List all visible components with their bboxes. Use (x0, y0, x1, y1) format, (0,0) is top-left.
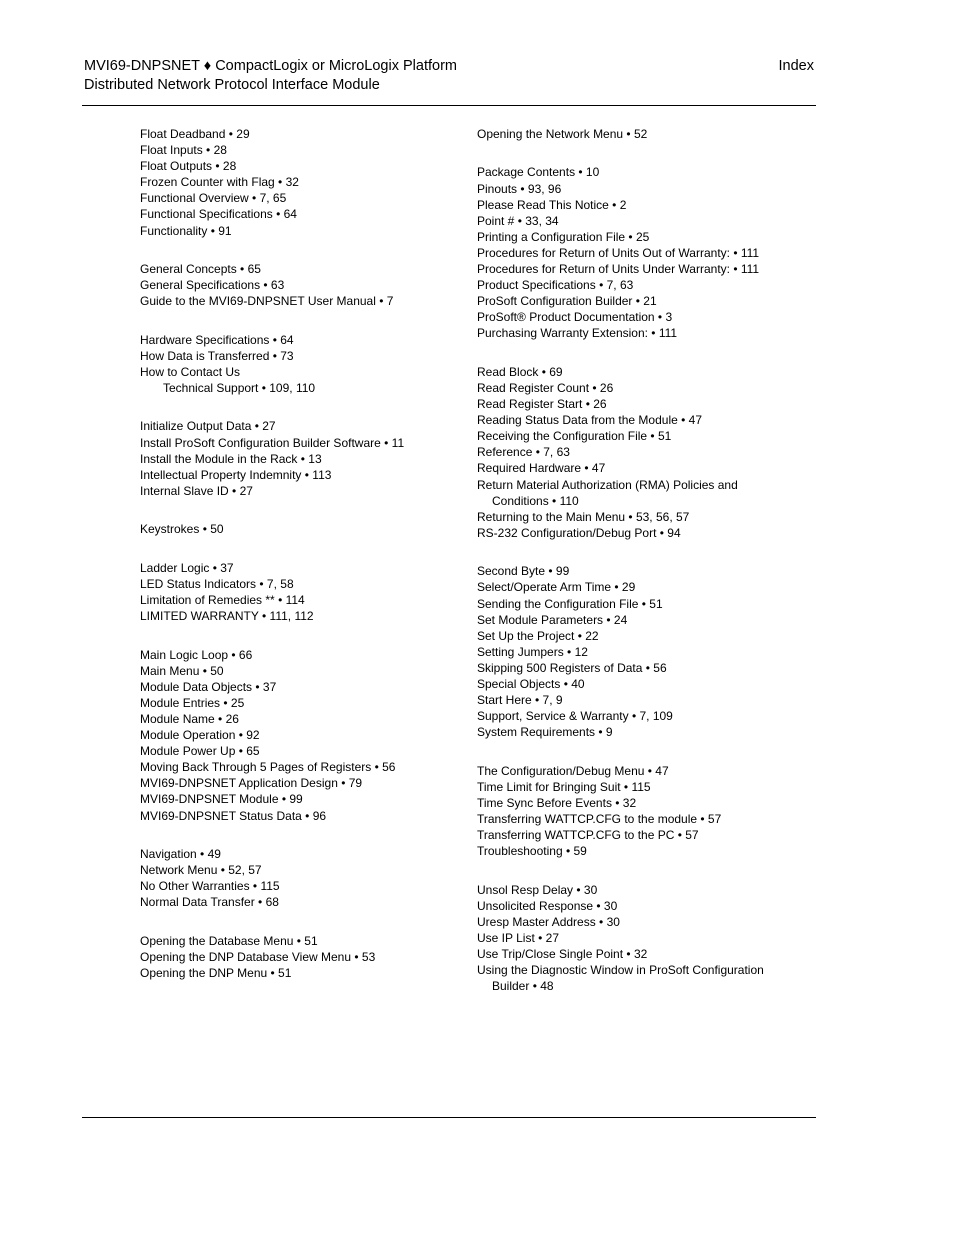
index-entry: Transferring WATTCP.CFG to the module • 57 (477, 812, 722, 827)
index-entry: Start Here • 7, 9 (477, 693, 563, 708)
index-entry: Required Hardware • 47 (477, 461, 606, 476)
index-entry: Product Specifications • 7, 63 (477, 278, 634, 293)
header-title: MVI69-DNPSNET ♦ CompactLogix or MicroLogix Platform (84, 58, 457, 74)
index-entry: Unsolicited Response • 30 (477, 898, 618, 913)
index-entry: Reference • 7, 63 (477, 445, 570, 460)
index-entry: Please Read This Notice • 2 (477, 197, 627, 212)
index-group-o (140, 933, 460, 981)
index-entry: Network Menu • 52, 57 (140, 863, 262, 878)
index-entry: Main Logic Loop • 66 (140, 647, 253, 662)
index-entry: Sending the Configuration File • 51 (477, 596, 663, 611)
index-entry: Internal Slave ID • 27 (140, 483, 253, 498)
index-entry: Time Limit for Bringing Suit • 115 (477, 779, 651, 794)
index-entry: Opening the DNP Database View Menu • 53 (140, 949, 376, 964)
index-entry: Functionality • 91 (140, 223, 232, 238)
index-entry: Module Name • 26 (140, 711, 239, 726)
index-entry: MVI69-DNPSNET Module • 99 (140, 792, 303, 807)
index-entry: Troubleshooting • 59 (477, 844, 587, 859)
index-group-p (477, 164, 807, 341)
index-entry: System Requirements • 9 (477, 725, 613, 740)
index-entry: Support, Service & Warranty • 7, 109 (477, 709, 673, 724)
index-group-t (477, 763, 807, 860)
index-entry: Pinouts • 93, 96 (477, 181, 562, 196)
page-header (84, 57, 457, 95)
index-entry: ProSoft® Product Documentation • 3 (477, 310, 673, 325)
index-entry: ProSoft Configuration Builder • 21 (477, 294, 657, 309)
header-rule (82, 105, 816, 106)
index-entry: Module Entries • 25 (140, 695, 245, 710)
index-entry: Set Up the Project • 22 (477, 628, 599, 643)
index-entry: Functional Specifications • 64 (140, 207, 297, 222)
index-entry: Read Register Count • 26 (477, 381, 614, 395)
index-entry: Set Module Parameters • 24 (477, 612, 628, 627)
index-entry: How Data is Transferred • 73 (140, 348, 294, 363)
footer-rule (82, 1117, 816, 1118)
index-entry: Float Deadband • 29 (140, 127, 250, 141)
index-entry-continuation: Conditions • 110 (492, 493, 579, 508)
index-entry: Transferring WATTCP.CFG to the PC • 57 (477, 828, 699, 843)
index-entry: Limitation of Remedies ** • 114 (140, 593, 305, 608)
index-group-k (140, 521, 460, 537)
index-entry: Reading Status Data from the Module • 47 (477, 413, 702, 428)
index-subentry: Technical Support • 109, 110 (163, 381, 316, 395)
index-entry: Navigation • 49 (140, 847, 221, 862)
index-entry: LED Status Indicators • 7, 58 (140, 576, 294, 591)
index-entry: Procedures for Return of Units Under Warranty: • 111 (477, 262, 760, 277)
index-entry: Moving Back Through 5 Pages of Registers • 56 (140, 760, 396, 775)
index-entry: Special Objects • 40 (477, 676, 585, 691)
index-group-u (477, 882, 807, 995)
index-entry: No Other Warranties • 115 (140, 879, 280, 894)
index-entry: Uresp Master Address • 30 (477, 914, 620, 929)
index-entry: Opening the Database Menu • 51 (140, 933, 318, 948)
index-group-r (477, 364, 807, 541)
index-entry: Float Outputs • 28 (140, 159, 237, 174)
index-entry: Receiving the Configuration File • 51 (477, 429, 672, 444)
index-entry: Using the Diagnostic Window in ProSoft Configuration (477, 963, 764, 978)
header-subtitle: Distributed Network Protocol Interface Module (84, 77, 380, 93)
index-entry-continuation: Builder • 48 (492, 979, 554, 994)
index-group-h (140, 332, 460, 396)
index-entry: Module Power Up • 65 (140, 744, 260, 759)
index-entry: Install ProSoft Configuration Builder Software • 11 (140, 435, 405, 450)
index-entry: General Concepts • 65 (140, 262, 261, 277)
index-entry: Keystrokes • 50 (140, 522, 224, 537)
index-entry: Setting Jumpers • 12 (477, 644, 588, 659)
index-entry: Point # • 33, 34 (477, 213, 559, 228)
index-entry: RS-232 Configuration/Debug Port • 94 (477, 525, 681, 540)
index-entry: Returning to the Main Menu • 53, 56, 57 (477, 509, 690, 524)
index-group-m (140, 647, 460, 824)
index-entry: MVI69-DNPSNET Application Design • 79 (140, 776, 363, 791)
index-entry: Unsol Resp Delay • 30 (477, 882, 598, 897)
index-entry: Read Block • 69 (477, 364, 563, 379)
index-entry: How to Contact Us (140, 364, 241, 379)
index-entry: Guide to the MVI69-DNPSNET User Manual • 7 (140, 294, 394, 309)
index-entry: Module Data Objects • 37 (140, 679, 277, 694)
index-group-s (477, 563, 807, 740)
index-entry: Purchasing Warranty Extension: • 111 (477, 326, 678, 341)
index-entry: The Configuration/Debug Menu • 47 (477, 763, 669, 778)
index-entry: Second Byte • 99 (477, 564, 570, 579)
index-group-n (140, 846, 460, 910)
index-entry: Procedures for Return of Units Out of Warranty: • 111 (477, 245, 760, 260)
index-entry: Intellectual Property Indemnity • 113 (140, 467, 332, 482)
index-group-l (140, 560, 460, 624)
index-entry: Read Register Start • 26 (477, 397, 607, 412)
index-entry: Select/Operate Arm Time • 29 (477, 580, 636, 595)
index-entry: Ladder Logic • 37 (140, 560, 234, 575)
index-entry: Printing a Configuration File • 25 (477, 229, 650, 244)
index-group-g (140, 261, 460, 309)
index-column-left (140, 126, 460, 1003)
index-entry: Module Operation • 92 (140, 728, 260, 743)
index-entry: MVI69-DNPSNET Status Data • 96 (140, 808, 327, 823)
index-group-o-cont (477, 126, 807, 142)
index-group-i (140, 418, 460, 498)
index-group-f (140, 126, 460, 239)
index-entry: Opening the DNP Menu • 51 (140, 965, 292, 980)
index-entry: Use Trip/Close Single Point • 32 (477, 947, 648, 962)
index-entry: Main Menu • 50 (140, 663, 224, 678)
index-entry: General Specifications • 63 (140, 278, 285, 293)
index-entry: LIMITED WARRANTY • 111, 112 (140, 609, 314, 624)
index-entry: Opening the Network Menu • 52 (477, 127, 648, 141)
index-entry: Skipping 500 Registers of Data • 56 (477, 660, 667, 675)
index-entry: Float Inputs • 28 (140, 143, 227, 158)
index-entry: Package Contents • 10 (477, 165, 600, 180)
index-entry: Use IP List • 27 (477, 930, 560, 945)
index-entry: Install the Module in the Rack • 13 (140, 451, 322, 466)
index-column-right (477, 126, 807, 1017)
index-entry: Frozen Counter with Flag • 32 (140, 175, 299, 190)
header-section: Index (778, 58, 814, 74)
index-entry: Hardware Specifications • 64 (140, 332, 294, 347)
index-entry: Normal Data Transfer • 68 (140, 895, 279, 910)
index-entry: Return Material Authorization (RMA) Policies and (477, 477, 738, 492)
index-entry: Functional Overview • 7, 65 (140, 191, 287, 206)
index-entry: Initialize Output Data • 27 (140, 419, 276, 434)
index-entry: Time Sync Before Events • 32 (477, 795, 637, 810)
